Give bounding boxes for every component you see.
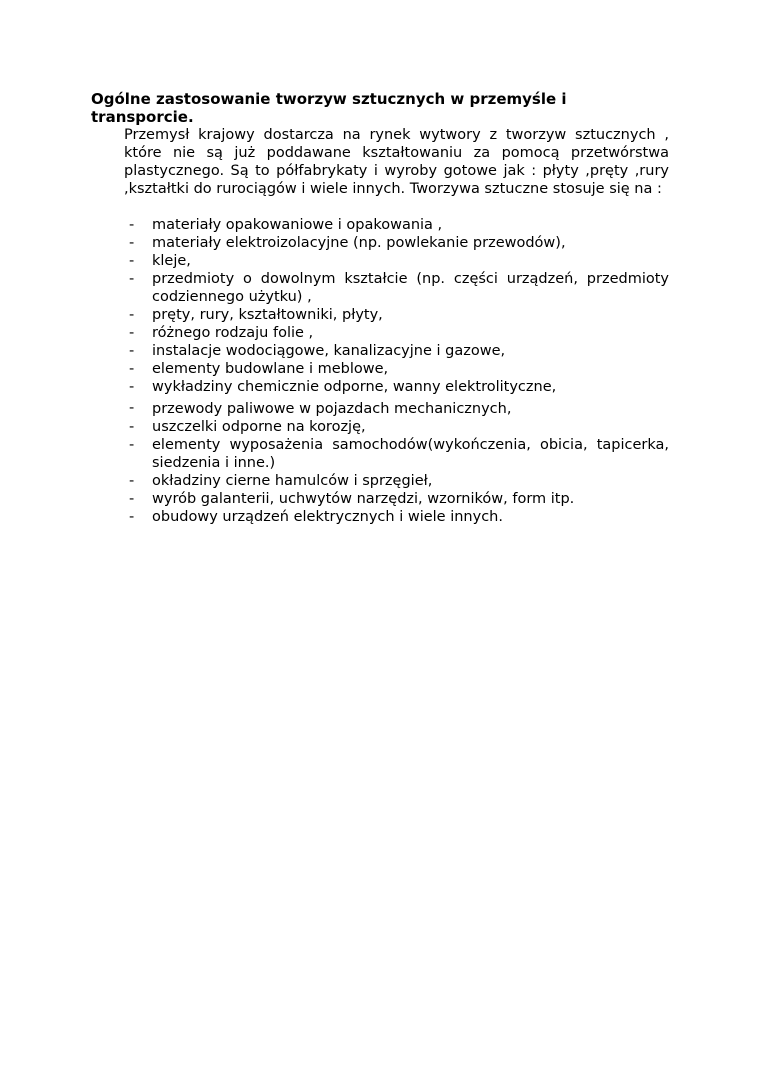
bullet-marker: - [129, 217, 135, 233]
intro-paragraph: Przemysł krajowy dostarcza na rynek wytwory z tworzyw sztucznych , które nie są już poddawane kształtowaniu za pomocą przetwórstwa plastycznego. Są to półfabrykaty i wyroby gotowe jak : płyty ,pręty ,rury ,kształtki do rurociągów i wiele innych. Tworzywa sztuczne stosuje się na : [124, 127, 669, 197]
bullet-marker: - [129, 419, 135, 435]
list-item-text: elementy budowlane i meblowe, [152, 361, 389, 377]
list-item-text: materiały elektroizolacyjne (np. powlekanie przewodów), [152, 235, 566, 251]
list-item [124, 378, 669, 396]
list-item [124, 234, 669, 252]
list-item [124, 436, 669, 472]
list-item [124, 508, 669, 526]
list-item-text: instalacje wodociągowe, kanalizacyjne i gazowe, [152, 343, 506, 359]
list-item [124, 270, 669, 306]
bullet-marker: - [129, 253, 135, 269]
list-item-text: elementy wyposażenia samochodów(wykończenia, obicia, tapicerka, siedzenia i inne.) [152, 437, 669, 471]
bullet-marker: - [129, 361, 135, 377]
list-item-text: okładziny cierne hamulców i sprzęgieł, [152, 473, 433, 489]
list-item-text: wyrób galanterii, uchwytów narzędzi, wzorników, form itp. [152, 491, 575, 507]
applications-list [124, 216, 669, 526]
list-item-text: przedmioty o dowolnym kształcie (np. części urządzeń, przedmioty codziennego użytku) , [152, 271, 669, 305]
list-item [124, 306, 669, 324]
list-item [124, 324, 669, 342]
list-item-text: materiały opakowaniowe i opakowania , [152, 217, 443, 233]
list-item-text: pręty, rury, kształtowniki, płyty, [152, 307, 383, 323]
list-item [124, 360, 669, 378]
list-item-text: przewody paliwowe w pojazdach mechanicznych, [152, 401, 512, 417]
bullet-marker: - [129, 235, 135, 251]
list-item [124, 472, 669, 490]
bullet-marker: - [129, 307, 135, 323]
list-item-text: różnego rodzaju folie , [152, 325, 314, 341]
list-item [124, 252, 669, 270]
document-heading: Ogólne zastosowanie tworzyw sztucznych w przemyśle i transporcie. [91, 90, 567, 126]
bullet-marker: - [129, 509, 135, 525]
list-item-text: obudowy urządzeń elektrycznych i wiele innych. [152, 509, 503, 525]
list-item [124, 490, 669, 508]
list-item-text: uszczelki odporne na korozję, [152, 419, 366, 435]
list-item-text: wykładziny chemicznie odporne, wanny elektrolityczne, [152, 379, 557, 395]
list-item-text: kleje, [152, 253, 191, 269]
list-item [124, 216, 669, 234]
bullet-marker: - [129, 400, 135, 416]
list-item [124, 418, 669, 436]
bullet-marker: - [129, 343, 135, 359]
bullet-marker: - [129, 271, 135, 287]
list-item [124, 342, 669, 360]
bullet-marker: - [129, 437, 135, 453]
list-item [124, 400, 669, 418]
bullet-marker: - [129, 325, 135, 341]
bullet-marker: - [129, 379, 135, 395]
bullet-marker: - [129, 491, 135, 507]
bullet-marker: - [129, 473, 135, 489]
